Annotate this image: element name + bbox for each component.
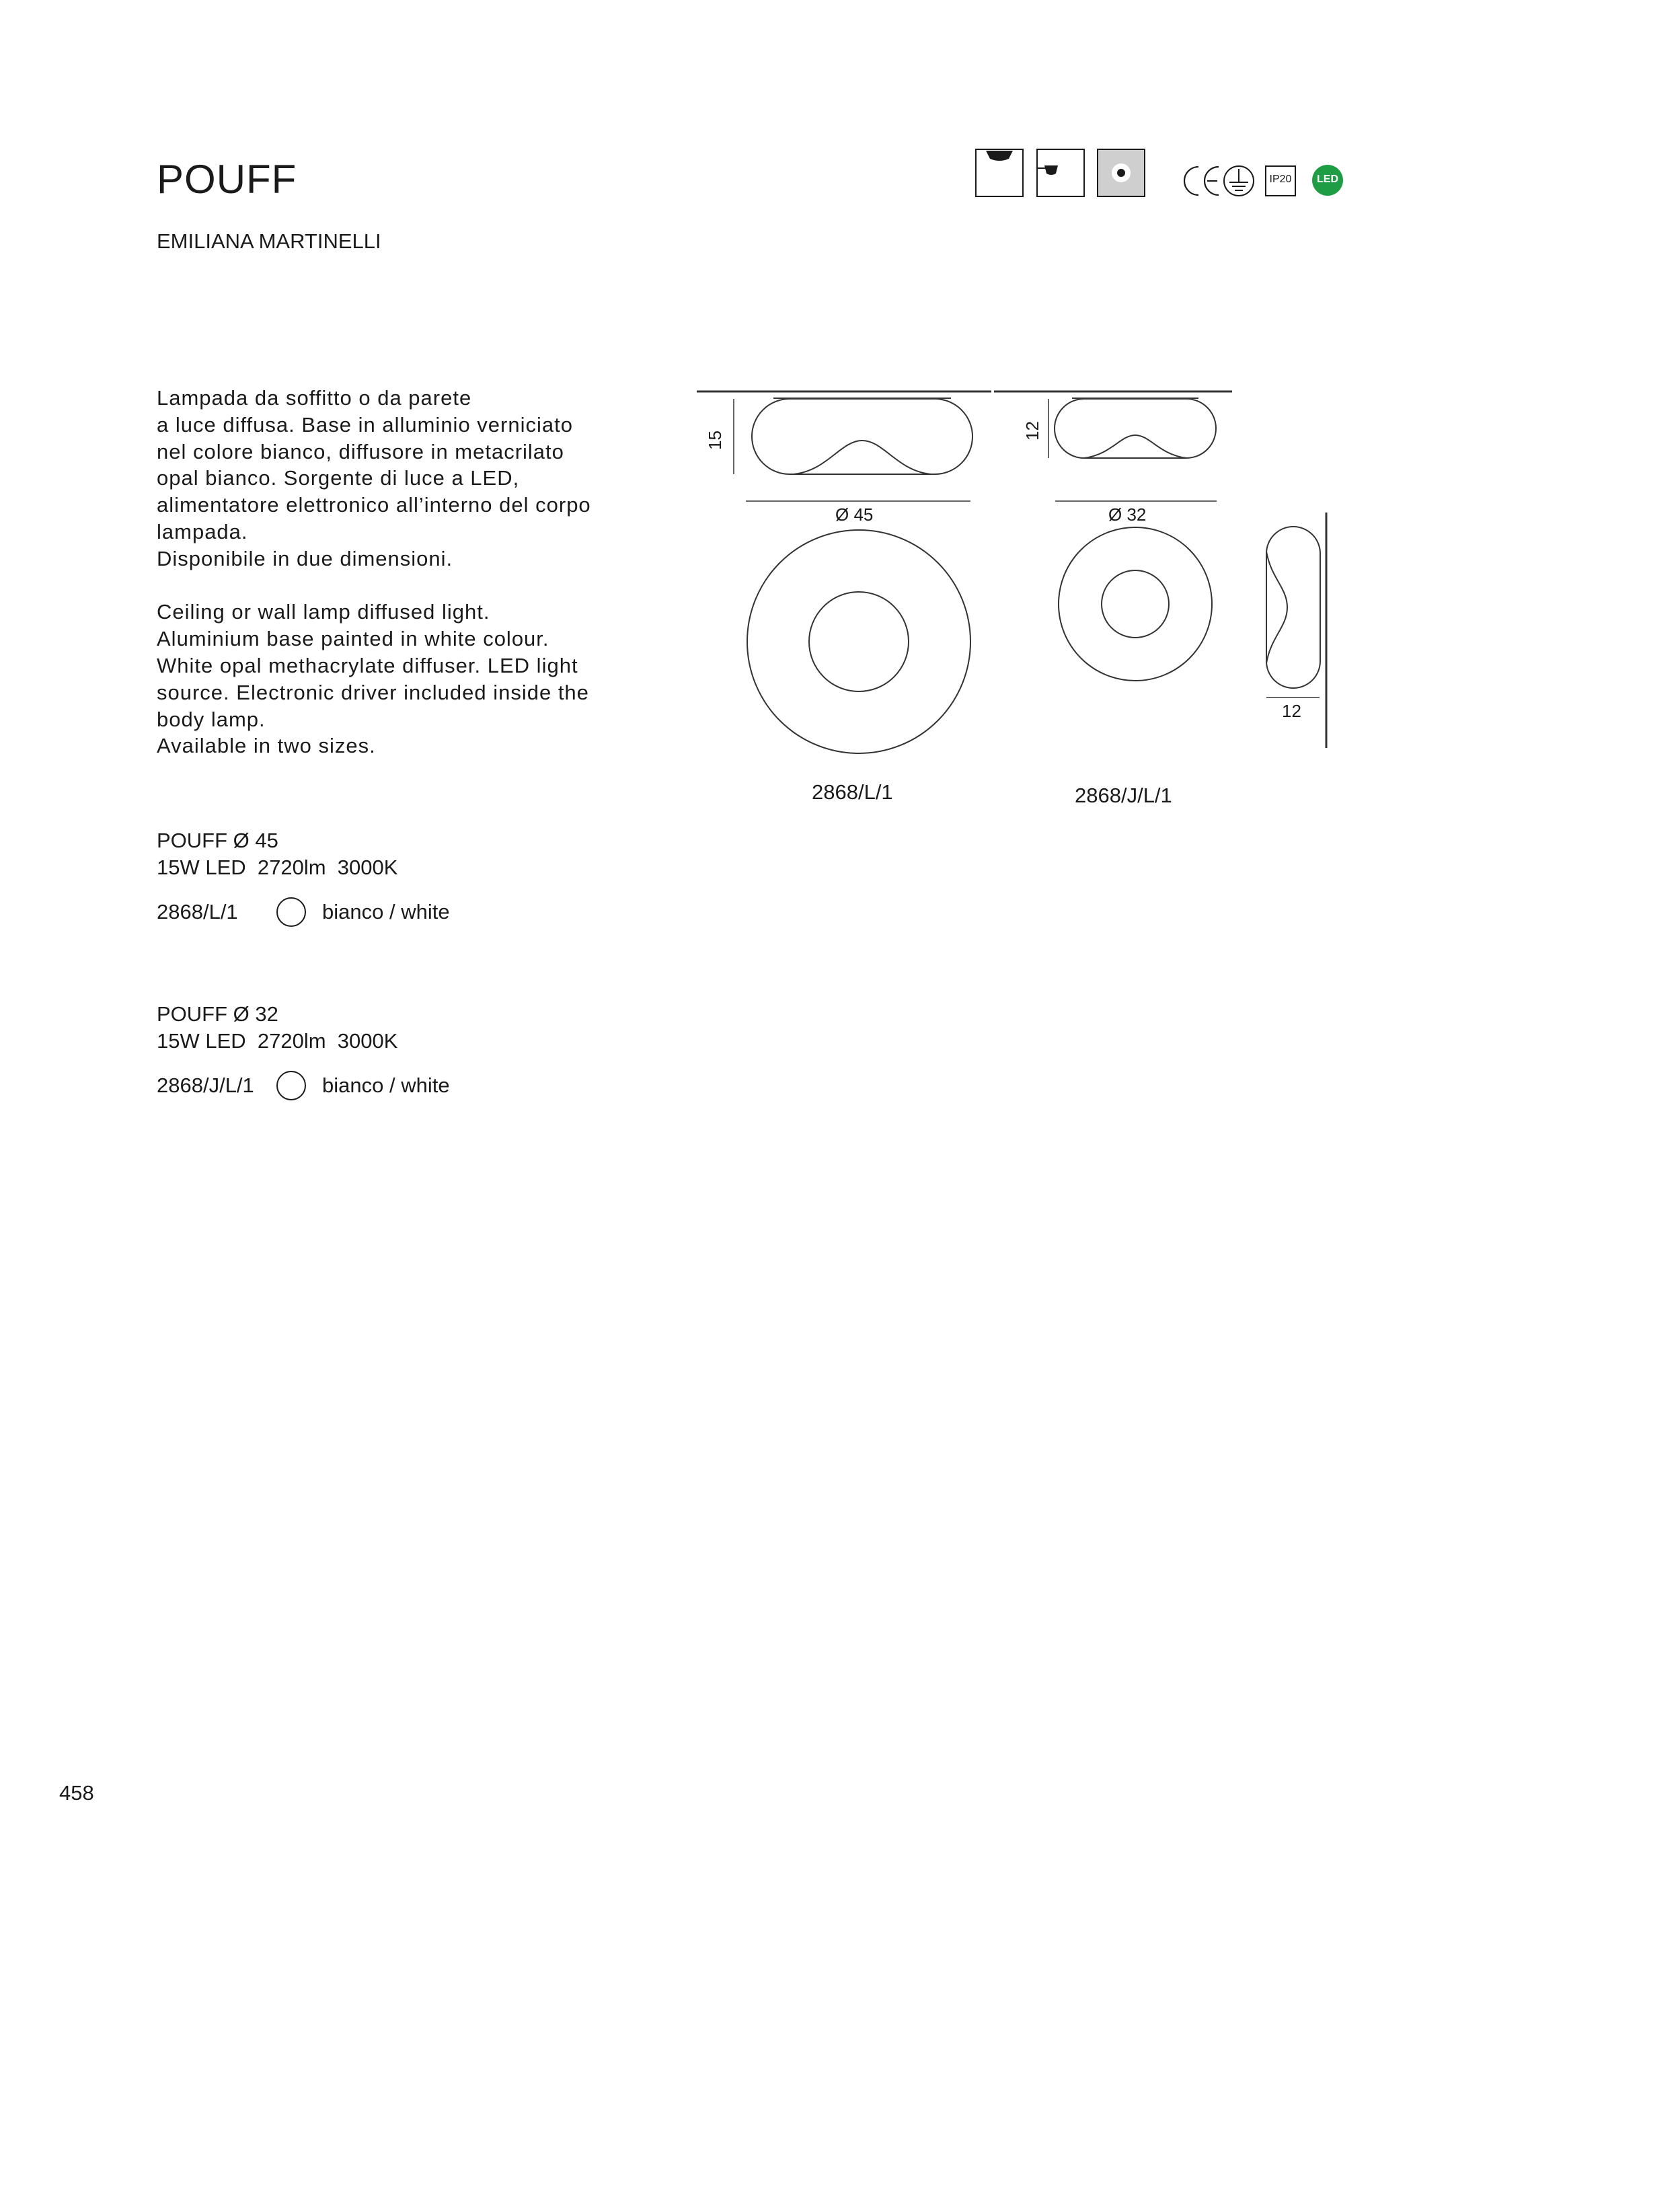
product-title: POUFF — [157, 157, 297, 202]
large-lamp-code: 2868/L/1 — [812, 780, 893, 804]
large-lamp-top-view — [747, 530, 970, 753]
description-en-line: White opal methacrylate diffuser. LED light — [157, 653, 578, 677]
page-number: 458 — [59, 1781, 94, 1805]
technical-drawings — [0, 0, 1680, 841]
product-name: POUFF Ø 45 — [157, 829, 278, 852]
description-it-line: nel colore bianco, diffusore in metacrilato — [157, 439, 564, 463]
product-name: POUFF Ø 32 — [157, 1002, 278, 1026]
description-en-line: Aluminium base painted in white colour. — [157, 627, 549, 651]
description-it-line: Disponibile in due dimensioni. — [157, 546, 453, 570]
description-en-line: Available in two sizes. — [157, 734, 376, 758]
product-finish: bianco / white — [322, 900, 450, 923]
small-diameter-dimension: Ø 32 — [1108, 504, 1147, 525]
product-block-45 — [157, 827, 450, 927]
description-en-line: source. Electronic driver included inside the — [157, 680, 589, 704]
product-code: 2868/L/1 — [157, 900, 238, 923]
product-block-32 — [157, 1001, 450, 1100]
large-lamp-side-view — [697, 391, 991, 501]
small-lamp-top-view — [1059, 527, 1212, 681]
description-it-line: alimentatore elettronico all’interno del corpo — [157, 493, 591, 517]
designer-name: EMILIANA MARTINELLI — [157, 229, 381, 253]
ip-rating-label: IP20 — [1269, 174, 1292, 185]
description-it-line: a luce diffusa. Base in alluminio verniciato — [157, 412, 573, 437]
description-it-line: opal bianco. Sorgente di luce a LED, — [157, 466, 520, 490]
product-finish: bianco / white — [322, 1073, 450, 1097]
product-code: 2868/J/L/1 — [157, 1073, 254, 1097]
description-it-line: Lampada da soffitto o da parete — [157, 386, 472, 410]
product-variant-row — [157, 1071, 450, 1100]
white-finish-swatch-icon — [276, 1071, 306, 1100]
large-diameter-dimension: Ø 45 — [835, 504, 874, 525]
product-variant-row — [157, 897, 450, 927]
description-it-line: lampada. — [157, 519, 248, 543]
white-finish-swatch-icon — [276, 897, 306, 927]
product-specs: 15W LED 2720lm 3000K — [157, 856, 398, 879]
led-badge-label: LED — [1317, 174, 1338, 185]
product-specs: 15W LED 2720lm 3000K — [157, 1029, 398, 1053]
small-lamp-side-view — [994, 391, 1232, 501]
large-height-dimension: 15 — [705, 430, 725, 450]
small-lamp-code: 2868/J/L/1 — [1075, 784, 1172, 807]
description-en-line: Ceiling or wall lamp diffused light. — [157, 600, 490, 624]
small-height-dimension: 12 — [1022, 421, 1042, 441]
wall-depth-dimension: 12 — [1282, 701, 1301, 721]
description-en-line: body lamp. — [157, 707, 266, 731]
